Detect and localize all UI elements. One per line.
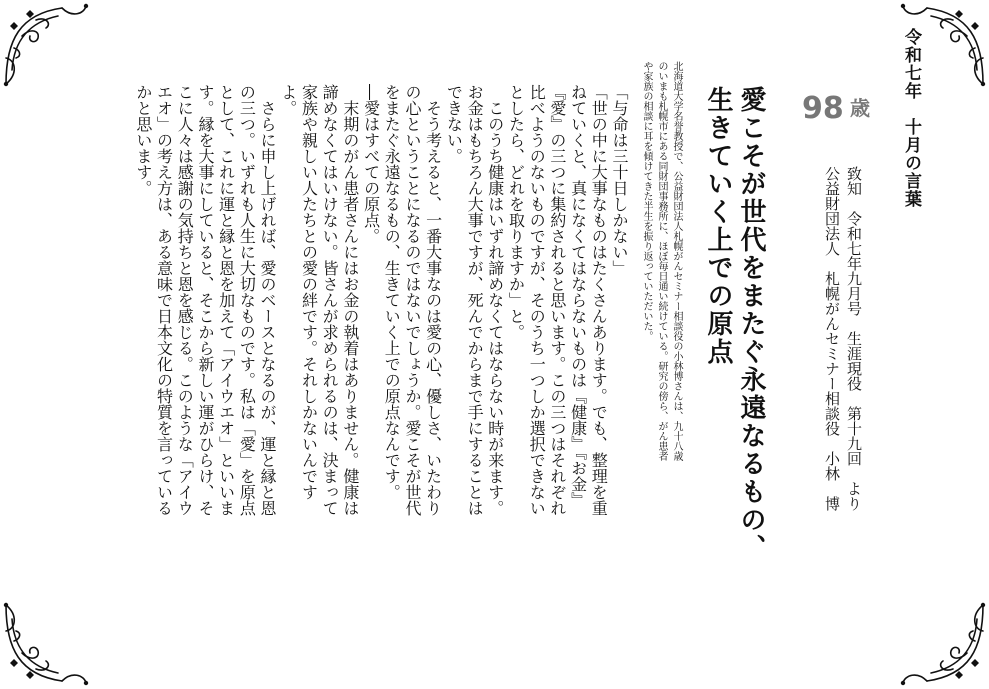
body-line: としたら、どれを取りますか」と。 [506,84,526,340]
body-line: 末期のがん患者さんにはお金の執着はありません。健康は [340,84,360,516]
lead-line: のいまも札幌市にある同財団事務所に、ほぼ毎日通い続けている。研究の傍ら、がん患者 [656,61,667,461]
body-line: の心ということになるのではないでしょうか。愛こそが世代 [402,84,422,516]
body-line: 「世の中に大事なものはたくさんあります。でも、整理を重 [589,84,609,516]
body-line: よ。 [278,84,298,116]
body-line: 比べようのないものですが、そのうち一つしか選択できない [527,84,547,516]
body-line: お金はもちろん大事ですが、死んでからまで手にすることは [465,84,485,516]
article-title-line-1: 愛こそが世代をまたぐ永遠なるもの、 [736,86,766,562]
source-citation: 致知 令和七年九月号 生涯現役 第十九回 より [845,166,863,511]
age-unit: 歳 [850,96,870,120]
age-badge [802,92,888,140]
age-number: 98 [802,91,844,126]
body-line: さらに申し上げれば、愛のベースとなるのが、運と縁と恩 [258,84,278,516]
article-lead [639,61,684,461]
corner-ornament-bottom-right [899,599,989,689]
lead-line: や家族の相談に耳を傾けてきた半生を振り返っていただいた。 [641,61,652,341]
body-line: 家族や親しい人たちとの愛の絆です。それしかないんです [299,84,319,500]
body-line: 『愛』の三つに集約されると思います。この三つはそれぞれ [547,84,567,516]
body-line: エオ」の考え方は、ある意味で日本文化の特質を言っている [154,84,174,516]
body-line: をまたぐ永遠なるもの、生きていく上での原点なんです。 [382,84,402,500]
corner-ornament-bottom-left [0,599,90,689]
article-title-line-2: 生きていく上での原点 [703,86,733,366]
author-affiliation: 公益財団法人 札幌がんセミナー相談役 小林 博 [823,166,841,511]
body-line: ねていくと、真になくてはならないものは『健康』『お金』 [568,84,588,508]
series-title: 令和七年 十月の言葉 [901,28,921,208]
body-line: ―愛はすべての原点。 [361,84,381,244]
body-line: の三つ。いずれも人生に大切なものです。私は「愛」を原点 [237,84,257,516]
body-line: す。縁を大事にしていると、そこから新しい運がひらけ、そ [195,84,215,516]
corner-ornament-top-left [0,0,90,90]
article-body [132,84,629,516]
body-line: そう考えると、一番大事なのは愛の心、優しさ、いたわり [423,84,443,516]
lead-line: 北海道大学名誉教授で、公益財団法人札幌がんセミナー相談役の小林博さんは、九十八歳 [671,61,682,461]
body-line: このうち健康はいずれ諦めなくてはならない時が来ます。 [485,84,505,516]
body-line: こに人々は感謝の気持ちと恩を感じる。このような「アイウ [175,84,195,516]
body-line: として、これに運と縁と恩を加えて「アイウエオ」といいま [216,84,236,516]
body-line: かと思います。 [133,84,153,196]
body-line: できない。 [444,84,464,164]
body-line: 諦めなくてはいけない。皆さんが求められるのは、決まって [320,84,340,516]
body-line: 「与命は三十日しかない」 [610,84,629,276]
